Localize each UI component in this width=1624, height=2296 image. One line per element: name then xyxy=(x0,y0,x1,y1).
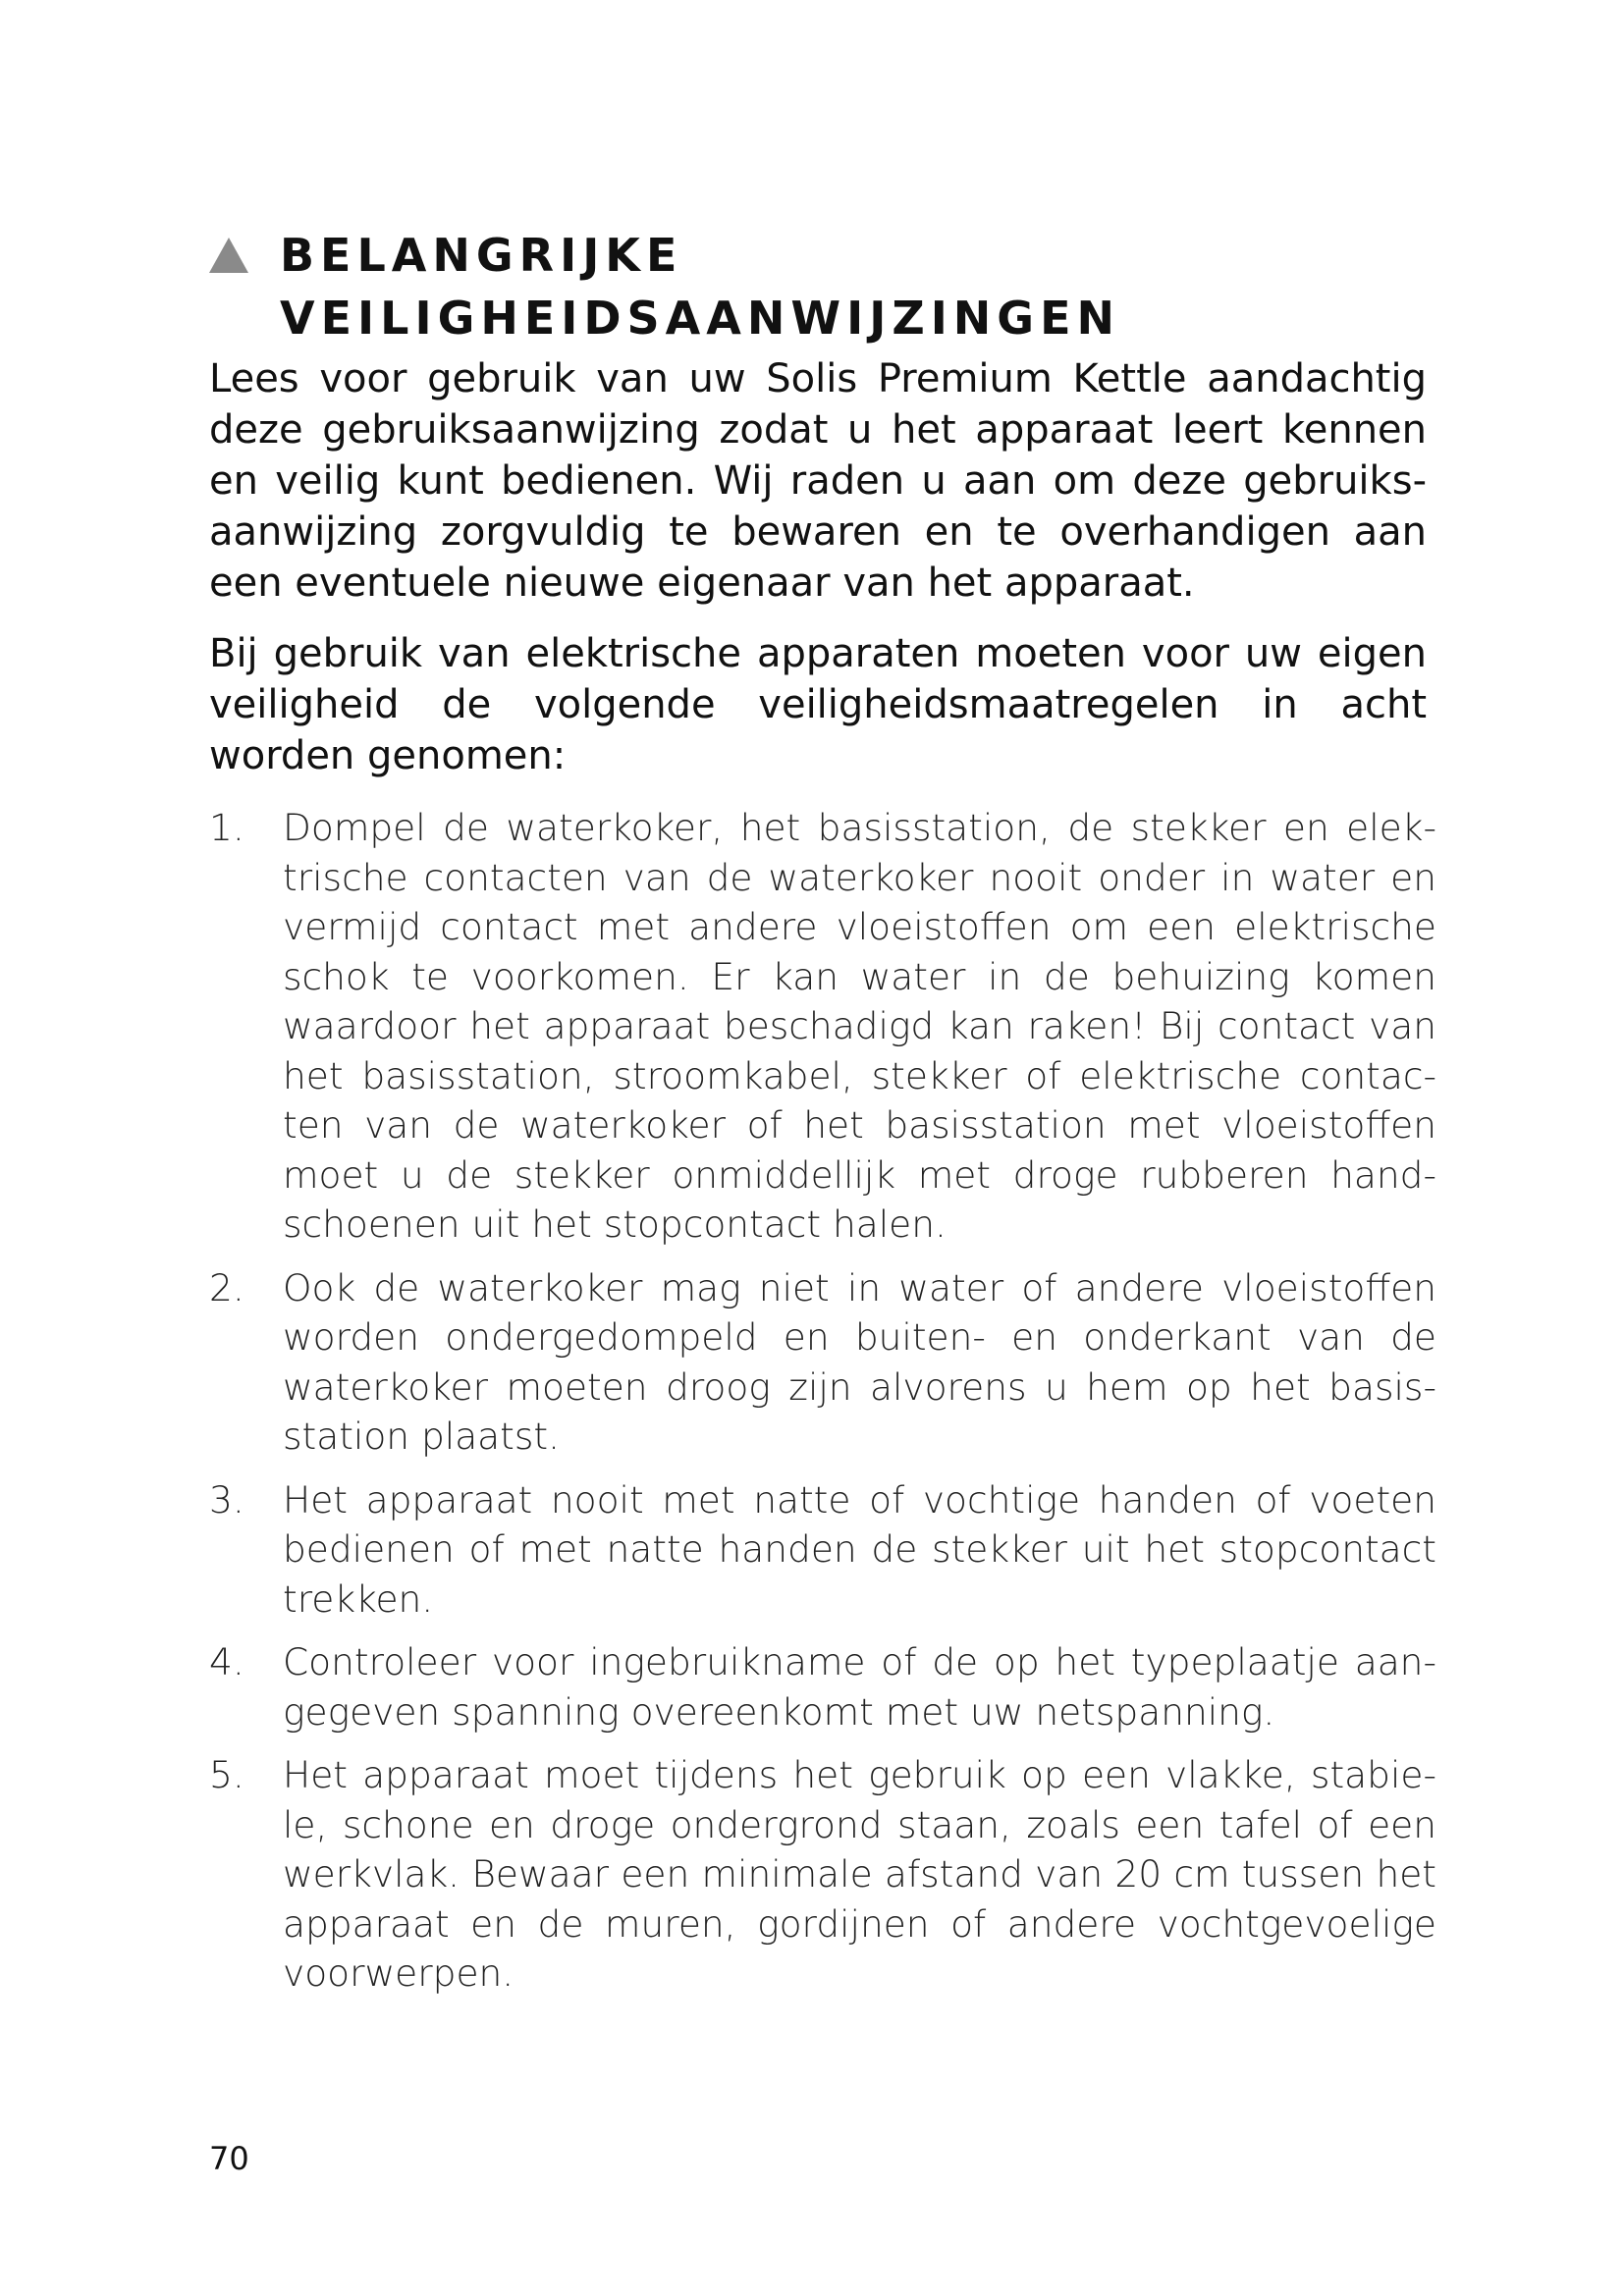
safety-instructions-list xyxy=(209,803,1436,2012)
list-item-text: Het apparaat moet tijdens het gebruik op een vlakke, stabiele, schone en droge ondergrond staan, zoals een tafel of een werkvlak. Bewaar een minimale afstand van 20 cm tussen het apparaat en de muren, gordijnen of andere vochtgevoelige voorwerpen. xyxy=(283,1753,1436,1995)
list-item xyxy=(209,803,1436,1250)
warning-triangle-icon xyxy=(209,238,248,273)
list-item-number: 1. xyxy=(209,806,244,849)
intro-paragraph-2: Bij gebruik van elektrische apparaten moeten voor uw eigen veiligheid de volgende veiligheidsmaatregelen in acht worden genomen: xyxy=(209,631,1427,778)
list-item-number: 2. xyxy=(209,1265,244,1309)
list-item xyxy=(209,1475,1436,1625)
list-item-text: Controleer voor ingebruikname of de op het typeplaatje aangegeven spanning overeenkomt met uw netspanning. xyxy=(283,1640,1436,1734)
heading-line-2: VEILIGHEIDSAANWIJZINGEN xyxy=(280,292,1120,345)
list-item xyxy=(209,1263,1436,1462)
list-item-number: 5. xyxy=(209,1753,244,1796)
section-heading xyxy=(209,224,1486,349)
list-item-number: 3. xyxy=(209,1477,244,1522)
list-item xyxy=(209,1750,1436,1999)
list-item-text: Dompel de waterkoker, het basisstation, de stekker en elektrische contacten van de waterkoker nooit onder in water en vermijd contact met andere vloeistoffen om een elektrische schok te voorkomen. Er kan water in de behuizing komen waardoor het apparaat beschadigd kan raken! Bij contact van het basisstation, stroomkabel, stekker of elektrische contacten van de waterkoker of het basisstation met vloeistoffen moet u de stekker onmiddellijk met droge rubberen handschoenen uit het stopcontact halen. xyxy=(283,806,1436,1246)
list-item xyxy=(209,1637,1436,1736)
list-item-number: 4. xyxy=(209,1640,244,1683)
list-item-text: Het apparaat nooit met natte of vochtige handen of voeten bedienen of met natte handen de stekker uit het stopcontact trekken. xyxy=(283,1477,1436,1621)
heading-line-1: BELANGRIJKE xyxy=(280,229,683,282)
list-item-text: Ook de waterkoker mag niet in water of andere vloeistoffen worden ondergedompeld en buiten- en onderkant van de waterkoker moeten droog zijn alvorens u hem op het basisstation plaatst. xyxy=(283,1265,1436,1458)
intro-paragraph-1: Lees voor gebruik van uw Solis Premium Kettle aandachtig deze gebruiksaanwijzing zodat u het apparaat leert kennen en veilig kunt bedienen. Wij raden u aan om deze gebruiksaanwijzing zorgvuldig te bewaren en te overhandigen aan een eventuele nieuwe eigenaar van het apparaat. xyxy=(209,356,1427,606)
page-number: 70 xyxy=(209,2140,249,2177)
